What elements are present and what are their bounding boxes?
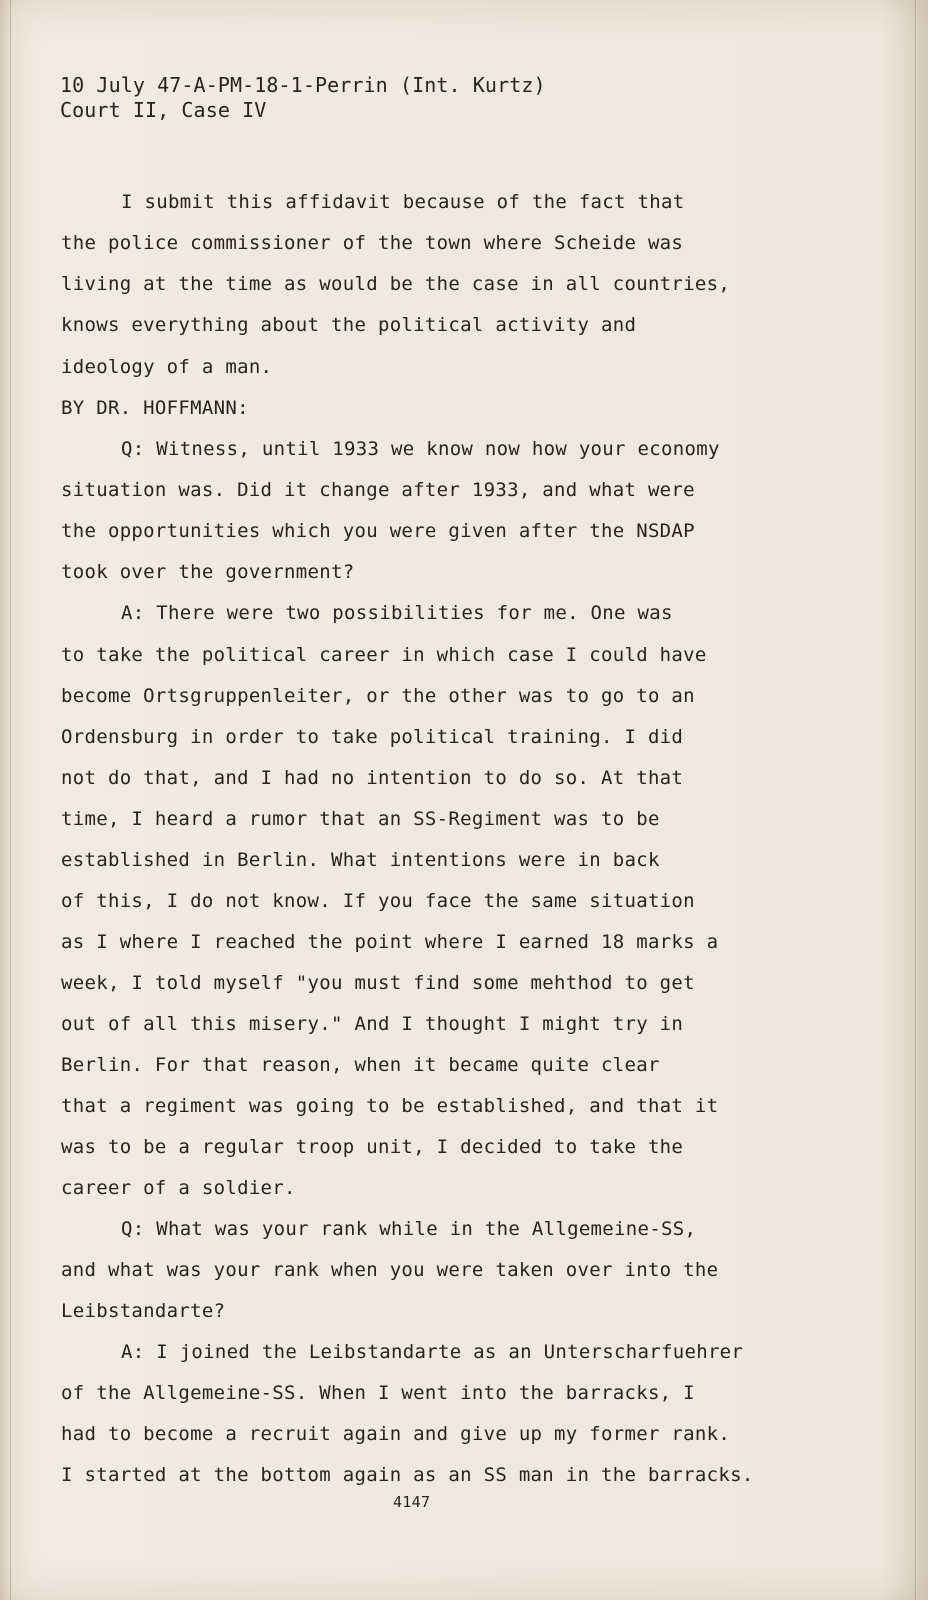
body-line-27: and what was your rank when you were taken over into the: [61, 1259, 719, 1281]
body-line-2: the police commissioner of the town where Scheide was: [61, 232, 684, 254]
body-line-14: Ordensburg in order to take political training. I did: [61, 726, 684, 748]
body-line-26: Q: What was your rank while in the Allgemeine-SS,: [121, 1218, 697, 1240]
body-line-28: Leibstandarte?: [61, 1300, 226, 1322]
body-line-4: knows everything about the political activity and: [61, 314, 637, 336]
body-line-23: that a regiment was going to be established, and that it: [61, 1095, 719, 1117]
body-line-20: week, I told myself "you must find some mehthod to get: [61, 972, 695, 994]
body-line-10: took over the government?: [61, 561, 355, 583]
speaker-heading: BY DR. HOFFMANN:: [61, 397, 249, 419]
body-line-11: A: There were two possibilities for me. One was: [121, 602, 673, 624]
body-line-17: established in Berlin. What intentions were in back: [61, 849, 660, 871]
header-line-1: 10 July 47-A-PM-18-1-Perrin (Int. Kurtz): [60, 73, 546, 97]
body-line-31: had to become a recruit again and give up my former rank.: [61, 1423, 731, 1445]
body-line-19: as I where I reached the point where I earned 18 marks a: [61, 931, 719, 953]
body-line-8: situation was. Did it change after 1933, and what were: [61, 479, 695, 501]
body-line-7: Q: Witness, until 1933 we know now how your economy: [121, 438, 720, 460]
header-line-2: Court II, Case IV: [60, 98, 267, 122]
body-line-15: not do that, and I had no intention to do so. At that: [61, 767, 684, 789]
body-line-18: of this, I do not know. If you face the same situation: [61, 890, 695, 912]
body-line-13: become Ortsgruppenleiter, or the other was to go to an: [61, 685, 695, 707]
body-line-32: I started at the bottom again as an SS man in the barracks.: [61, 1464, 754, 1486]
body-line-12: to take the political career in which case I could have: [61, 644, 707, 666]
body-line-30: of the Allgemeine-SS. When I went into the barracks, I: [61, 1382, 695, 1404]
body-line-29: A: I joined the Leibstandarte as an Unterscharfuehrer: [121, 1341, 744, 1363]
body-line-16: time, I heard a rumor that an SS-Regiment was to be: [61, 808, 660, 830]
page-number: 4147: [393, 1493, 431, 1511]
body-line-21: out of all this misery." And I thought I might try in: [61, 1013, 684, 1035]
body-line-3: living at the time as would be the case in all countries,: [61, 273, 731, 295]
body-line-25: career of a soldier.: [61, 1177, 296, 1199]
body-line-24: was to be a regular troop unit, I decided to take the: [61, 1136, 684, 1158]
body-line-22: Berlin. For that reason, when it became quite clear: [61, 1054, 660, 1076]
body-line-9: the opportunities which you were given after the NSDAP: [61, 520, 695, 542]
body-line-1: I submit this affidavit because of the fact that: [121, 191, 685, 213]
body-line-5: ideology of a man.: [61, 356, 273, 378]
